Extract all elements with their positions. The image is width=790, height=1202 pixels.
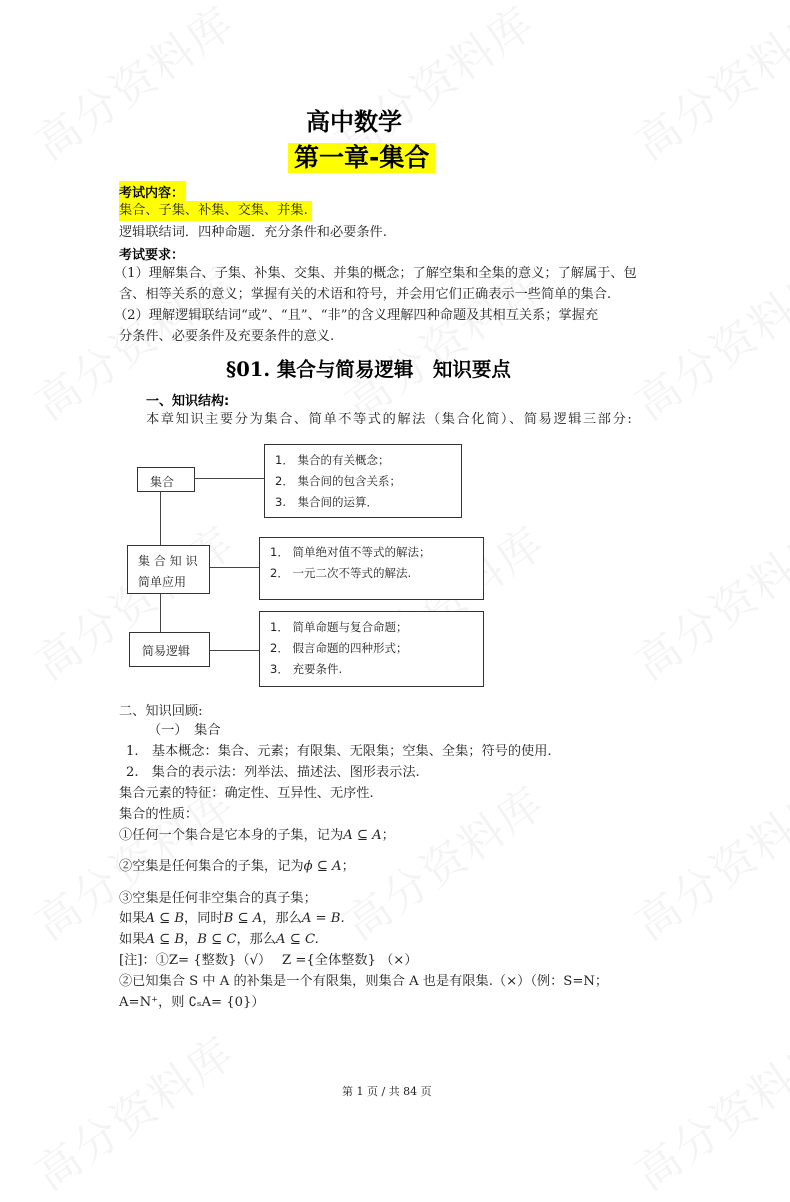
connector-line — [209, 650, 259, 651]
review-item-2: 2. 集合的表示法：列举法、描述法、图形表示法. — [126, 765, 420, 780]
node-sets — [137, 467, 195, 492]
property-text: ②空集是任何集合的子集，记为 — [119, 859, 304, 874]
requirement-2-line1: （2）理解逻辑联结词“或”、“且”、“非”的含义理解四种命题及其相互关系；掌握充 — [114, 308, 599, 323]
rule-text: 如果 — [119, 932, 146, 947]
node-label-line2: 简单应用 — [138, 575, 187, 589]
node-label: 简易逻辑 — [142, 644, 191, 658]
math-expression: A ⊆ A — [343, 828, 382, 843]
requirement-1-line1: （1）理解集合、子集、补集、交集、并集的概念；了解空集和全集的意义；了解属于、包 — [114, 266, 637, 281]
rule-text: ，同时 — [184, 911, 224, 926]
math-expression: B ⊆ C — [197, 932, 237, 947]
chapter-title: 第一章-集合 — [288, 143, 435, 173]
watermark — [20, 0, 245, 172]
structure-heading: 一、知识结构: — [146, 394, 230, 409]
set-properties-heading: 集合的性质： — [119, 807, 199, 822]
watermark — [620, 248, 790, 432]
connector-line — [194, 478, 264, 479]
property-2 — [119, 857, 355, 877]
document-title: 高中数学 — [306, 108, 402, 136]
node-set-applications — [127, 545, 210, 594]
review-item-1: 1. 基本概念：集合、元素；有限集、无限集；空集、全集；符号的使用. — [126, 744, 552, 759]
detail-item: 2． 一元二次不等式的解法. — [270, 566, 412, 580]
detail-item: 3． 充要条件. — [270, 662, 343, 676]
property-1 — [119, 826, 395, 846]
math-expression: A ⊆ B — [145, 911, 185, 926]
node-label-line1: 集 合 知 识 — [138, 554, 198, 568]
exam-requirements-label: 考试要求： — [119, 248, 185, 263]
rule-1 — [119, 909, 345, 929]
math-expression: A ⊆ B — [145, 932, 185, 947]
detail-box-sets — [264, 444, 462, 518]
math-expression: A = B. — [301, 911, 345, 926]
requirement-1-line2: 含、相等关系的意义；掌握有关的术语和符号，并会用它们正确表示一些简单的集合. — [119, 287, 612, 302]
connector-line — [160, 491, 161, 545]
detail-box-applications — [259, 537, 484, 600]
watermark — [620, 508, 790, 692]
note-2-line1: ②已知集合 S 中 A 的补集是一个有限集，则集合 A 也是有限集.（×）（例：S=N； — [119, 974, 609, 989]
detail-item: 1． 简单绝对值不等式的解法； — [270, 545, 431, 559]
detail-item: 2． 假言命题的四种形式； — [270, 641, 408, 655]
exam-content-line2: 逻辑联结词．四种命题．充分条件和必要条件. — [119, 225, 387, 240]
math-expression: B ⊆ A — [223, 911, 263, 926]
math-expression: A ⊆ C. — [276, 932, 319, 947]
rule-text: 如果 — [119, 911, 146, 926]
detail-item: 2． 集合间的包含关系； — [275, 474, 401, 488]
set-element-features: 集合元素的特征：确定性、互异性、无序性. — [119, 786, 374, 801]
punctuation: ； — [341, 859, 355, 874]
rule-text: ，那么 — [262, 911, 302, 926]
watermark — [620, 768, 790, 952]
review-heading: 二、知识回顾: — [119, 704, 203, 719]
requirement-2-line2: 分条件、必要条件及充要条件的意义. — [119, 329, 335, 344]
exam-content-label: 考试内容： — [119, 181, 186, 203]
rule-2 — [119, 930, 319, 950]
punctuation: ； — [381, 828, 395, 843]
note-1: [注]：①Z= {整数}（√） Z ={全体整数} （×） — [119, 953, 418, 968]
node-simple-logic — [129, 632, 210, 667]
node-label: 集合 — [150, 475, 175, 489]
detail-item: 3. 集合间的运算． — [275, 495, 378, 509]
math-expression: ϕ ⊆ A — [303, 859, 342, 874]
connector-line — [160, 593, 161, 632]
section-title: §01. 集合与简易逻辑 知识要点 — [226, 358, 511, 381]
review-subheading: （一） 集合 — [148, 723, 221, 738]
exam-content-line1: 集合、子集、补集、交集、并集. — [119, 201, 312, 221]
note-2-line2: A=N⁺，则 ∁ₛA= {0}） — [119, 995, 265, 1010]
watermark — [620, 1018, 790, 1202]
detail-item: 1． 集合的有关概念； — [275, 453, 390, 467]
rule-text: ，那么 — [236, 932, 276, 947]
property-text: ①任何一个集合是它本身的子集，记为 — [119, 828, 344, 843]
rule-text: ， — [184, 932, 198, 947]
detail-box-logic — [259, 611, 484, 687]
connector-line — [209, 567, 259, 568]
watermark — [20, 1018, 245, 1202]
property-3: ③空集是任何非空集合的真子集； — [119, 891, 317, 906]
structure-intro: 本章知识主要分为集合、简单不等式的解法（集合化简）、简易逻辑三部分: — [146, 412, 634, 427]
watermark — [620, 0, 790, 172]
page-number: 第 1 页 / 共 84 页 — [342, 1085, 432, 1098]
detail-item: 1． 简单命题与复合命题； — [270, 620, 408, 634]
